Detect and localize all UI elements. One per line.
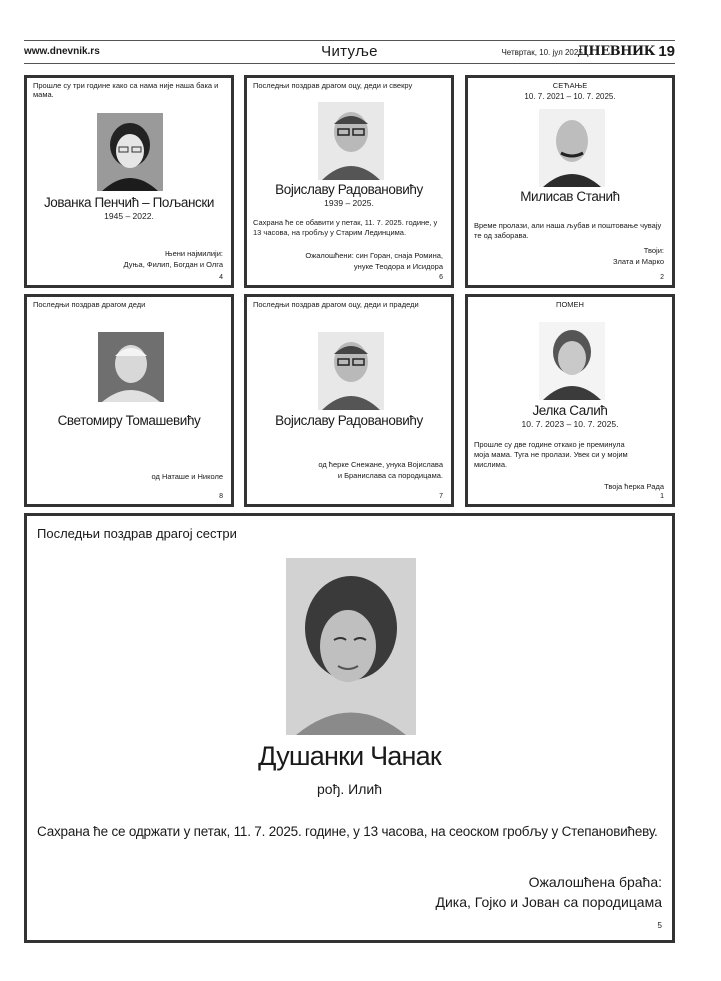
portrait-photo bbox=[97, 113, 163, 191]
deceased-name: Душанки Чанак bbox=[258, 741, 441, 771]
portrait-photo bbox=[318, 102, 384, 180]
signature: од ћерке Снежане, унука Војислава и Бранислава са породицама. bbox=[318, 460, 443, 480]
funeral-info: Сахрана ће се обавити у петак, 11. 7. 2025. године, у 13 часова, на гробљу у Старим Лединцима. bbox=[253, 218, 438, 237]
notice-intro: ПОМЕН bbox=[556, 300, 584, 309]
notice-number: 2 bbox=[660, 274, 664, 281]
remembrance-text: Прошле су две године откако је преминула моја мама. Туга не пролази. Увек си у мојим мислима. bbox=[474, 440, 628, 469]
deceased-name: Војиславу Радовановићу bbox=[275, 413, 423, 428]
portrait-photo bbox=[539, 322, 605, 400]
obituary-notice bbox=[465, 75, 675, 288]
portrait-photo bbox=[98, 332, 164, 402]
deceased-name: Милисав Станић bbox=[520, 189, 620, 204]
notice-number: 7 bbox=[439, 493, 443, 500]
obituary-notice bbox=[465, 294, 675, 507]
newspaper-logo: ДНЕВНИК bbox=[577, 44, 655, 59]
portrait-photo bbox=[286, 558, 416, 735]
obituary-notice bbox=[244, 75, 454, 288]
maiden-name: рођ. Илић bbox=[317, 781, 382, 797]
obituary-notice bbox=[24, 75, 234, 288]
remembrance-text: Време пролази, али наша љубав и поштовање чувају те од заборава. bbox=[474, 221, 662, 240]
life-dates: 1945 – 2022. bbox=[104, 211, 154, 221]
portrait-photo bbox=[539, 109, 605, 187]
page-header bbox=[24, 40, 675, 64]
portrait-photo bbox=[318, 332, 384, 410]
deceased-name: Војиславу Радовановићу bbox=[275, 182, 423, 197]
notice-intro: Прошле су три године како са нама није наша бака и мама. bbox=[33, 81, 219, 99]
signature: Твоја ћерка Рада bbox=[604, 482, 664, 491]
notice-intro: Последњи поздрав драгој сестри bbox=[37, 526, 237, 541]
deceased-name: Светомиру Томашевићу bbox=[57, 413, 201, 428]
signature: Ожалошћени: син Горан, снаја Ромина, унуке Теодора и Исидора bbox=[305, 251, 443, 271]
site-url[interactable]: www.dnevnik.rs bbox=[24, 46, 100, 57]
section-title: Читуље bbox=[321, 43, 378, 60]
notice-intro: Последњи поздрав драгом оцу, деди и прадеди bbox=[253, 300, 419, 309]
notice-intro: СЕЋАЊЕ bbox=[552, 81, 588, 90]
signature: Њени најмилији: Дуња, Филип, Богдан и Олга bbox=[123, 249, 223, 269]
notice-number: 1 bbox=[660, 493, 664, 500]
funeral-info: Сахрана ће се одржати у петак, 11. 7. 2025. године, у 13 часова, на сеоском гробљу у Степановићеву. bbox=[37, 824, 658, 839]
signature: Ожалошћена браћа: Дика, Гојко и Јован са породицама bbox=[435, 874, 662, 910]
notice-intro: Последњи поздрав драгом деди bbox=[33, 300, 146, 309]
main-obituary-notice bbox=[24, 513, 675, 943]
life-dates: 1939 – 2025. bbox=[324, 198, 374, 208]
signature: од Наташе и Николе bbox=[151, 472, 223, 481]
deceased-name: Јелка Салић bbox=[532, 403, 608, 418]
notice-number: 8 bbox=[219, 493, 223, 500]
deceased-name: Јованка Пенчић – Пољански bbox=[43, 195, 215, 210]
obituary-notice bbox=[244, 294, 454, 507]
signature: Твоји: Злата и Марко bbox=[612, 246, 664, 266]
life-dates: 10. 7. 2023 – 10. 7. 2025. bbox=[521, 419, 619, 429]
notice-number: 6 bbox=[439, 274, 443, 281]
notice-number: 4 bbox=[219, 274, 223, 281]
life-dates: 10. 7. 2021 – 10. 7. 2025. bbox=[524, 92, 616, 101]
notice-intro: Последњи поздрав драгом оцу, деди и свекру bbox=[253, 81, 413, 90]
obituary-notice bbox=[24, 294, 234, 507]
notice-number: 5 bbox=[657, 921, 662, 930]
page-number: 19 bbox=[658, 43, 675, 60]
issue-date: Четвртак, 10. јул 2025. bbox=[501, 48, 585, 57]
